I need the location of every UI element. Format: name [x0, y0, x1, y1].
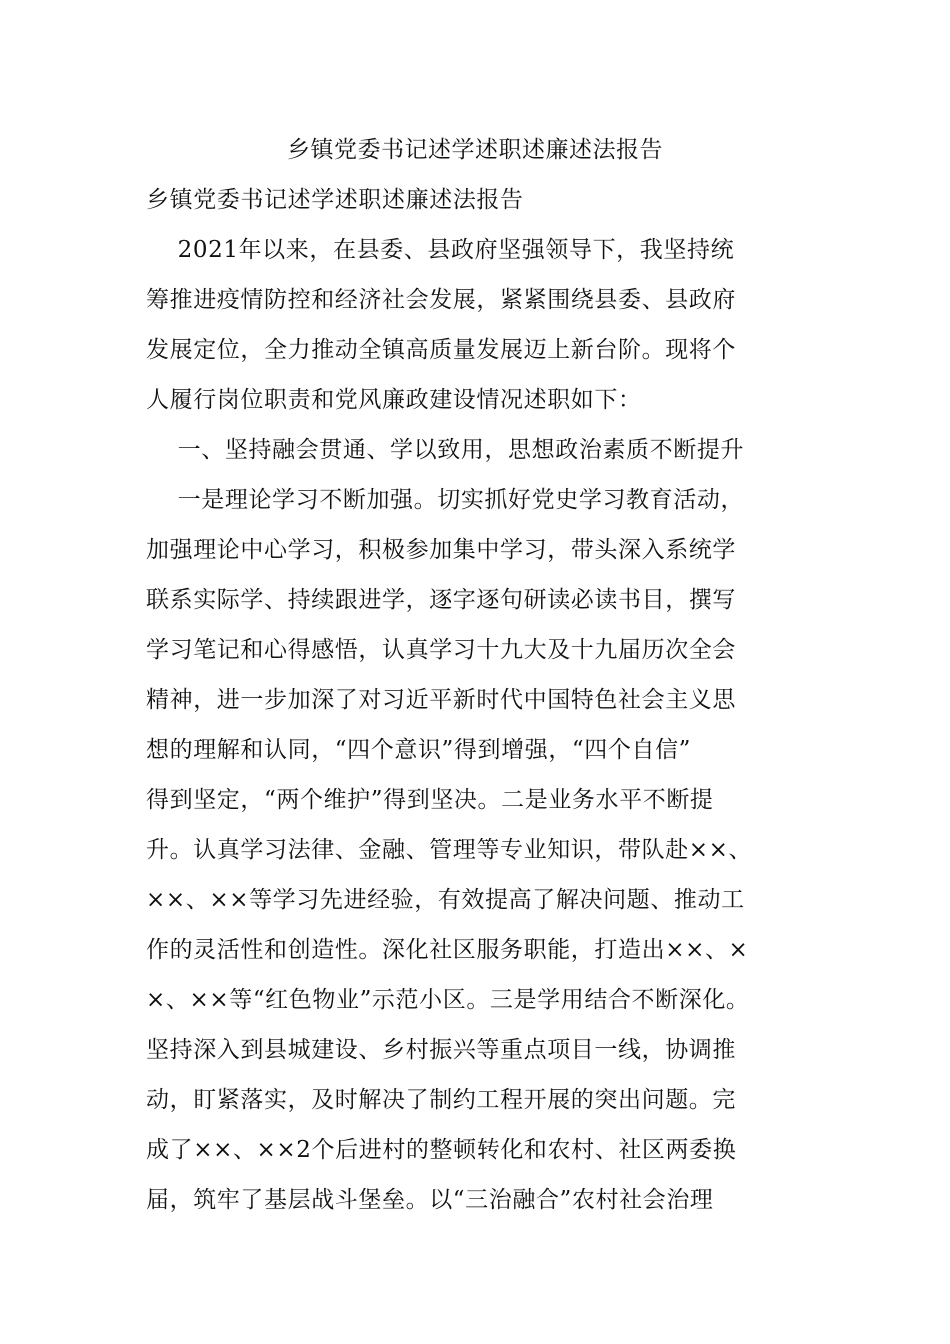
section-heading: 一、坚持融会贯通、学以致用，思想政治素质不断提升 [146, 437, 745, 463]
body-line: 加强理论中心学习，积极参加集中学习，带头深入系统学 [146, 537, 736, 563]
body-line: 想的理解和认同，“四个意识”得到增强，“四个自信” [146, 737, 692, 763]
body-line: 动，盯紧落实，及时解决了制约工程开展的突出问题。完 [146, 1087, 736, 1113]
body-line: 联系实际学、持续跟进学，逐字逐句研读必读书目，撰写 [146, 587, 736, 613]
body-line: 人履行岗位职责和党风廉政建设情况述职如下： [146, 387, 642, 413]
body-line: 学习笔记和心得感悟，认真学习十九大及十九届历次全会 [146, 637, 736, 663]
body-line: 升。认真学习法律、金融、管理等专业知识，带队赴××、 [146, 837, 753, 863]
body-line: 得到坚定，“两个维护”得到坚决。二是业务水平不断提 [146, 787, 714, 813]
body-line: 精神，进一步加深了对习近平新时代中国特色社会主义思 [146, 687, 736, 713]
body-line: 届，筑牢了基层战斗堡垒。以“三治融合”农村社会治理 [146, 1187, 714, 1213]
body-line: 作的灵活性和创造性。深化社区服务职能，打造出××、× [146, 937, 749, 963]
body-line: ××、××等学习先进经验，有效提高了解决问题、推动工 [146, 887, 745, 913]
body-line: 坚持深入到县城建设、乡村振兴等重点项目一线，协调推 [146, 1037, 736, 1063]
body-line: 成了××、××2个后进村的整顿转化和农村、社区两委换 [146, 1137, 737, 1163]
subtitle-line: 乡镇党委书记述学述职述廉述法报告 [146, 187, 524, 213]
body-line: 一是理论学习不断加强。切实抓好党史学习教育活动， [146, 487, 745, 513]
body-line: 发展定位，全力推动全镇高质量发展迈上新台阶。现将个 [146, 337, 736, 363]
body-line: 筹推进疫情防控和经济社会发展，紧紧围绕县委、县政府 [146, 287, 736, 313]
body-line: 2021年以来，在县委、县政府坚强领导下，我坚持统 [146, 237, 735, 263]
body-line: ×、××等“红色物业”示范小区。三是学用结合不断深化。 [146, 987, 750, 1013]
document-title: 乡镇党委书记述学述职述廉述法报告 [287, 137, 663, 163]
